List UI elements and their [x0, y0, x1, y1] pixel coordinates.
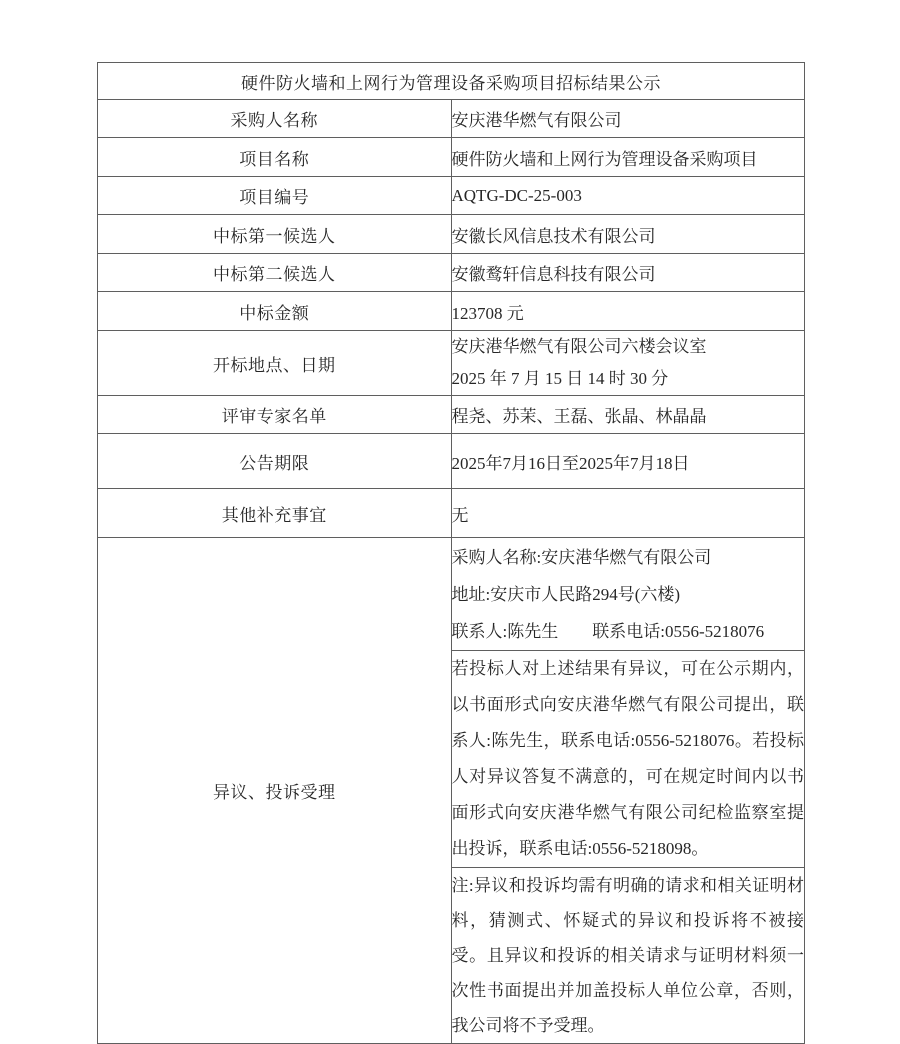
bid-result-table [97, 62, 805, 1044]
first-candidate-label: 中标第一候选人 [98, 215, 452, 254]
announcement-period-value: 2025年7月16日至2025年7月18日 [451, 434, 805, 489]
objection-note-cell [451, 868, 805, 1044]
bid-amount-value: 123708 元 [451, 292, 805, 331]
page-title: 硬件防火墙和上网行为管理设备采购项目招标结果公示 [98, 63, 805, 100]
table-row [98, 100, 805, 138]
bid-amount-label: 中标金额 [98, 292, 452, 331]
table-row [98, 63, 805, 100]
opening-place-date-label: 开标地点、日期 [98, 331, 452, 396]
opening-place-date-value [451, 331, 805, 396]
purchaser-name-label: 采购人名称 [98, 100, 452, 138]
table-row [98, 177, 805, 215]
opening-place-line: 安庆港华燃气有限公司六楼会议室 [451, 337, 707, 356]
project-name-value: 硬件防火墙和上网行为管理设备采购项目 [451, 138, 805, 177]
table-row [98, 138, 805, 177]
table-row [98, 396, 805, 434]
expert-list-label: 评审专家名单 [98, 396, 452, 434]
purchaser-name-value: 安庆港华燃气有限公司 [451, 100, 805, 138]
objection-note-text: 注:异议和投诉均需有明确的请求和相关证明材料，猜测式、怀疑式的异议和投诉将不被接受。且异议和投诉的相关请求与证明材料须一次性书面提出并加盖投标人单位公章，否则，我公司将不予受理。 [451, 876, 804, 1035]
table-row [98, 331, 805, 396]
table-row [98, 538, 805, 651]
objection-procedure-text: 若投标人对上述结果有异议，可在公示期内，以书面形式向安庆港华燃气有限公司提出，联系人:陈先生，联系电话:0556-5218076。若投标人对异议答复不满意的，可在规定时间内以书面形式向安庆港华燃气有限公司纪检监察室提出投诉，联系电话:0556-5218098。 [451, 659, 804, 858]
objection-contact-address-line: 地址:安庆市人民路294号(六楼) [451, 584, 681, 604]
second-candidate-label: 中标第二候选人 [98, 254, 452, 292]
table-row [98, 292, 805, 331]
other-matters-label: 其他补充事宜 [98, 489, 452, 538]
project-name-label: 项目名称 [98, 138, 452, 177]
table-row [98, 434, 805, 489]
first-candidate-value: 安徽长风信息技术有限公司 [451, 215, 805, 254]
table-row [98, 254, 805, 292]
objection-contact-cell [451, 538, 805, 651]
announcement-period-label: 公告期限 [98, 434, 452, 489]
project-number-value: AQTG-DC-25-003 [451, 177, 805, 215]
project-number-label: 项目编号 [98, 177, 452, 215]
other-matters-value: 无 [451, 489, 805, 538]
objection-procedure-cell [451, 651, 805, 868]
second-candidate-value: 安徽鹜轩信息科技有限公司 [451, 254, 805, 292]
opening-date-line: 2025 年 7 月 15 日 14 时 30 分 [451, 369, 669, 388]
table-row [98, 215, 805, 254]
expert-list-value: 程尧、苏茉、王磊、张晶、林晶晶 [451, 396, 805, 434]
table-row [98, 489, 805, 538]
objection-label: 异议、投诉受理 [98, 538, 452, 1044]
objection-contact-phone-line: 联系人:陈先生 联系电话:0556-5218076 [451, 621, 765, 641]
objection-contact-name-line: 采购人名称:安庆港华燃气有限公司 [451, 547, 712, 567]
